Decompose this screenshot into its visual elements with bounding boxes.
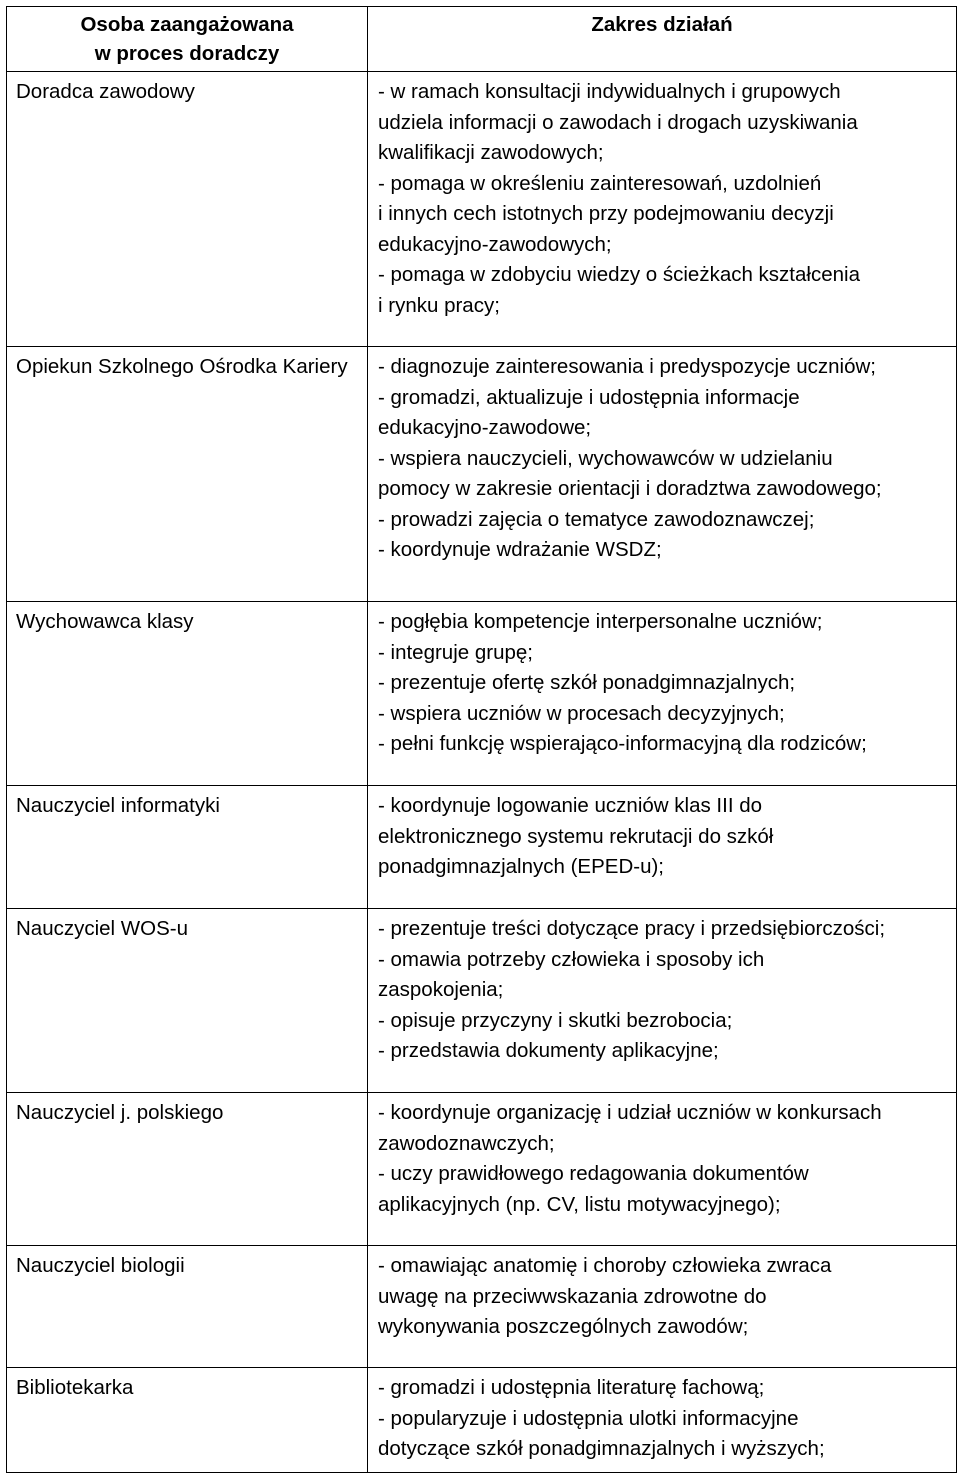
table-row [7, 786, 957, 909]
duties-cell [368, 602, 957, 786]
duty-line: edukacyjno-zawodowe; [378, 416, 592, 439]
person-cell: Nauczyciel biologii [7, 1246, 368, 1368]
person-cell: Nauczyciel informatyki [7, 786, 368, 909]
duties-cell [368, 72, 957, 347]
duty-line: - pogłębia kompetencje interpersonalne uczniów; [378, 610, 823, 633]
table-row [7, 347, 957, 602]
duties-cell [368, 786, 957, 909]
duty-line: - w ramach konsultacji indywidualnych i grupowych [378, 80, 841, 103]
duty-line: wykonywania poszczególnych zawodów; [378, 1315, 749, 1338]
duty-line: zawodoznawczych; [378, 1131, 555, 1155]
duty-line: i rynku pracy; [378, 293, 500, 317]
header-duties-column [368, 7, 957, 72]
duty-line: - diagnozuje zainteresowania i predyspozycje uczniów; [378, 355, 876, 378]
header-person-column [7, 7, 368, 72]
duty-line: - przedstawia dokumenty aplikacyjne; [378, 1039, 719, 1062]
duty-line: aplikacyjnych (np. CV, listu motywacyjnego); [378, 1192, 781, 1216]
duty-line: edukacyjno-zawodowych; [378, 232, 612, 256]
duty-line: elektronicznego systemu rekrutacji do szkół [378, 824, 774, 848]
table-row [7, 1093, 957, 1246]
duty-line: - wspiera nauczycieli, wychowawców w udzielaniu [378, 446, 833, 470]
person-cell: Opiekun Szkolnego Ośrodka Kariery [7, 347, 368, 602]
table-row [7, 1368, 957, 1473]
roles-table [6, 6, 957, 1473]
duty-line: - prowadzi zajęcia o tematyce zawodoznawczej; [378, 507, 815, 531]
duty-line: uwagę na przeciwwskazania zdrowotne do [378, 1284, 767, 1308]
duty-line: - omawia potrzeby człowieka i sposoby ich [378, 947, 765, 971]
duty-line: - pełni funkcję wspierająco-informacyjną dla rodziców; [378, 732, 867, 755]
person-cell: Wychowawca klasy [7, 602, 368, 786]
duty-line: udziela informacji o zawodach i drogach uzyskiwania [378, 110, 858, 134]
table-row [7, 1246, 957, 1368]
person-cell: Nauczyciel j. polskiego [7, 1093, 368, 1246]
duty-line: - prezentuje ofertę szkół ponadgimnazjalnych; [378, 671, 796, 694]
duty-line: - integruje grupę; [378, 640, 533, 664]
table-row [7, 72, 957, 347]
table-row [7, 909, 957, 1093]
duties-cell [368, 1246, 957, 1368]
person-cell: Doradca zawodowy [7, 72, 368, 347]
header-person-line-2: w proces doradczy [94, 42, 280, 65]
table-body [7, 72, 957, 1473]
header-row [7, 7, 957, 72]
duties-cell [368, 1368, 957, 1473]
person-cell: Nauczyciel WOS-u [7, 909, 368, 1093]
duty-line: dotyczące szkół ponadgimnazjalnych i wyższych; [378, 1437, 825, 1460]
table-row [7, 602, 957, 786]
duties-cell [368, 1093, 957, 1246]
duty-line: - koordynuje wdrażanie WSDZ; [378, 538, 662, 561]
duty-line: pomocy w zakresie orientacji i doradztwa zawodowego; [378, 477, 882, 500]
duty-line: - pomaga w zdobyciu wiedzy o ścieżkach kształcenia [378, 263, 860, 286]
duty-line: - koordynuje organizację i udział uczniów w konkursach [378, 1101, 882, 1124]
duty-line: - uczy prawidłowego redagowania dokumentów [378, 1162, 809, 1185]
duty-line: - wspiera uczniów w procesach decyzyjnych; [378, 701, 785, 725]
person-cell: Bibliotekarka [7, 1368, 368, 1473]
duty-line: kwalifikacji zawodowych; [378, 141, 604, 164]
duties-cell [368, 909, 957, 1093]
duty-line: i innych cech istotnych przy podejmowaniu decyzji [378, 202, 834, 225]
header-duties-label: Zakres działań [591, 13, 733, 36]
duty-line: - prezentuje treści dotyczące pracy i przedsiębiorczości; [378, 917, 886, 940]
duty-line: - pomaga w określeniu zainteresowań, uzdolnień [378, 171, 822, 195]
duty-line: - gromadzi, aktualizuje i udostępnia informacje [378, 385, 800, 409]
header-person-line-1: Osoba zaangażowana [80, 13, 294, 36]
duty-line: ponadgimnazjalnych (EPED-u); [378, 855, 664, 878]
duty-line: - omawiając anatomię i choroby człowieka zwraca [378, 1254, 832, 1277]
duty-line: - opisuje przyczyny i skutki bezrobocia; [378, 1008, 733, 1032]
duty-line: - popularyzuje i udostępnia ulotki informacyjne [378, 1406, 799, 1430]
duty-line: zaspokojenia; [378, 978, 504, 1001]
duty-line: - gromadzi i udostępnia literaturę fachową; [378, 1376, 765, 1399]
duty-line: - koordynuje logowanie uczniów klas III do [378, 794, 763, 817]
duties-cell [368, 347, 957, 602]
